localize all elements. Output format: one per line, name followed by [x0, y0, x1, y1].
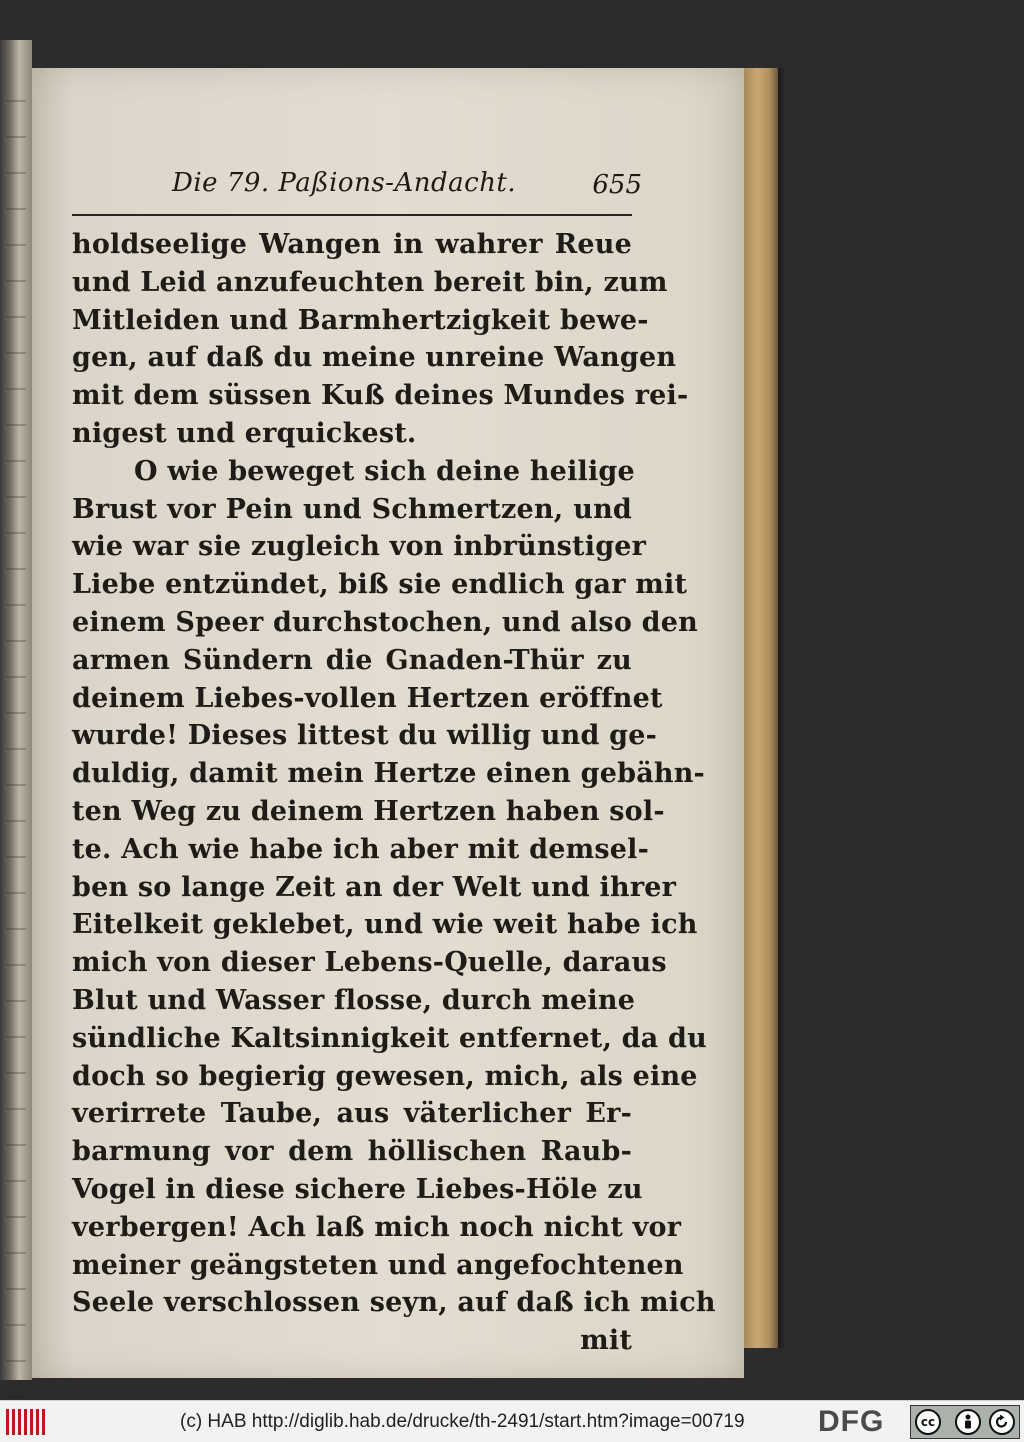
text-line: verirrete Taube, aus väterlicher Er- — [72, 1098, 632, 1130]
text-line: Mitleiden und Barmhertzigkeit bewe- — [72, 304, 649, 336]
text-line: holdseelige Wangen in wahrer Reue — [72, 229, 632, 260]
text-line: barmung vor dem höllischen Raub- — [72, 1136, 632, 1168]
text-line: Seele verschlossen seyn, auf daß ich mich — [72, 1287, 716, 1319]
cc-icon: cc — [915, 1409, 941, 1435]
dfg-logo[interactable]: DFG — [818, 1405, 885, 1438]
text-line: nigest und erquickest. — [72, 417, 417, 449]
edge-shadow — [778, 68, 786, 1348]
text-line: ten Weg zu deinem Hertzen haben sol- — [72, 795, 665, 827]
text-line: gen, auf daß du meine unreine Wangen — [72, 342, 677, 374]
text-line: wie war sie zugleich von inbrünstiger — [72, 531, 647, 563]
text-line: meiner geängsteten und angefochtenen — [72, 1249, 684, 1281]
text-line: ben so lange Zeit an der Welt und ihrer — [72, 871, 677, 903]
person-icon — [957, 1411, 979, 1433]
running-head: Die 79. Paßions-Andacht. — [172, 168, 517, 198]
catchword: mit — [580, 1325, 632, 1357]
text-line: verbergen! Ach laß mich noch nicht vor — [72, 1211, 682, 1243]
paragraph-start-line: O wie beweget sich deine heilige — [134, 455, 635, 487]
page-number: 655 — [592, 170, 642, 200]
text-line: Eitelkeit geklebet, und wie weit habe ich — [72, 909, 698, 941]
text-line: einem Speer durchstochen, und also den — [72, 606, 698, 638]
cc-license-badge[interactable] — [910, 1405, 1020, 1439]
text-line: Liebe entzündet, biß sie endlich gar mit — [72, 569, 688, 601]
previous-page-gutter — [0, 40, 32, 1380]
text-line: und Leid anzufeuchten bereit bin, zum — [72, 266, 668, 298]
sa-icon — [989, 1409, 1015, 1435]
body-text — [72, 226, 716, 1360]
text-line: Vogel in diese sichere Liebes-Höle zu — [72, 1173, 643, 1205]
text-line: sündliche Kaltsinnigkeit entfernet, da du — [72, 1022, 707, 1054]
copyright-link[interactable]: (c) HAB http://diglib.hab.de/drucke/th-2491/start.htm?image=00719 — [180, 1411, 745, 1432]
hab-logo-icon[interactable] — [6, 1409, 48, 1435]
text-line: mich von dieser Lebens-Quelle, daraus — [72, 947, 667, 979]
text-line: duldig, damit mein Hertze einen gebähn- — [72, 758, 705, 790]
book-page — [32, 68, 744, 1378]
text-line: wurde! Dieses littest du willig und ge- — [72, 720, 658, 752]
header-rule — [72, 214, 632, 216]
gutter-text-traces — [6, 100, 26, 1400]
text-line: Brust vor Pein und Schmertzen, und — [72, 493, 632, 525]
text-line: deinem Liebes-vollen Hertzen eröffnet — [72, 682, 663, 714]
text-line: te. Ach wie habe ich aber mit demsel- — [72, 833, 649, 865]
text-line: mit dem süssen Kuß deines Mundes rei- — [72, 380, 689, 412]
text-line: armen Sündern die Gnaden-Thür zu — [72, 644, 632, 676]
footer-bar — [0, 1400, 1024, 1442]
by-icon — [955, 1409, 981, 1435]
gilt-fore-edge — [744, 68, 778, 1348]
text-line: Blut und Wasser flosse, durch meine — [72, 984, 636, 1016]
share-alike-icon — [991, 1411, 1013, 1433]
text-line: doch so begierig gewesen, mich, als eine — [72, 1060, 698, 1092]
